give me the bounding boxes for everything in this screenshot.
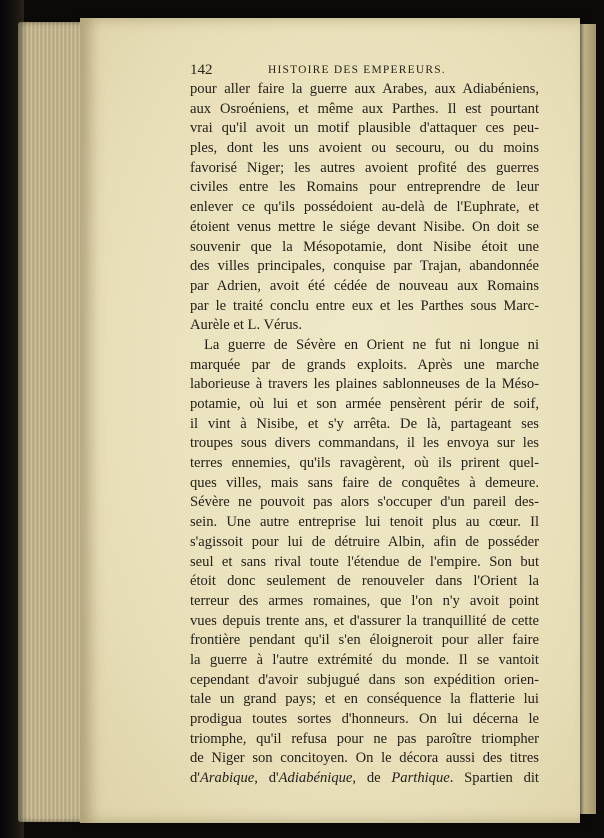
text-line: marquée par de grands exploits. Après une marche bbox=[190, 356, 539, 373]
text-line: par le traité conclu entre eux et les Parthes sous Marc- bbox=[190, 297, 539, 314]
text-line: Aurèle et L. Vérus. bbox=[190, 317, 302, 334]
text-line: ples, dont les uns avoient ou secouru, ou du moins bbox=[190, 140, 539, 157]
text-run: d' bbox=[190, 770, 200, 787]
text-line: frontière pendant qu'il s'en éloigneroit pour aller faire bbox=[190, 632, 539, 649]
text-line: étoit donc seulement de renouveler dans l'Orient la bbox=[190, 573, 539, 590]
text-line: prodigua toutes sortes d'honneurs. On lui décerna le bbox=[190, 711, 539, 727]
text-line: terreur des armes romaines, que l'on n'y avoit point bbox=[190, 592, 539, 609]
italic-title-arabique: Arabique bbox=[199, 770, 255, 787]
text-line: étoient venus mettre le siége devant Nisibe. On doit se bbox=[190, 218, 539, 235]
text-line: aux Osroéniens, et même aux Parthes. Il est pourtant bbox=[190, 100, 539, 117]
text-line: terres ennemies, qu'ils ravagèrent, où ils prirent quel- bbox=[190, 455, 539, 472]
text-line: pour aller faire la guerre aux Arabes, aux Adiabéniens, bbox=[190, 81, 539, 97]
text-line: enlever ce qu'ils possédoient au-delà de l'Euphrate, et bbox=[190, 199, 539, 216]
text-line: La guerre de Sévère en Orient ne fut ni longue ni bbox=[204, 336, 539, 353]
text-line: vues depuis trente ans, et d'assurer la tranquillité de cette bbox=[190, 612, 539, 629]
text-line: des villes principales, conquise par Trajan, abandonnée bbox=[190, 258, 539, 275]
text-run: . Spartien dit bbox=[449, 770, 539, 787]
italic-title-adiabenique: Adiabénique bbox=[278, 770, 353, 787]
text-line: s'agissoit pour lui de détruire Albin, afin de posséder bbox=[190, 533, 539, 550]
background-strip bbox=[596, 0, 604, 838]
text-line: de Niger son concitoyen. On le décora aussi des titres bbox=[190, 750, 539, 767]
text-line: civiles entre les Romains pour entreprendre de leur bbox=[190, 179, 539, 196]
text-line: seul et sans rival toute l'étendue de l'empire. Son but bbox=[190, 553, 539, 570]
text-line: ques villes, mais sans faire de conquêtes à demeure. bbox=[190, 474, 539, 491]
text-line: souvenir que la Mésopotamie, dont Nisibe étoit une bbox=[190, 238, 539, 255]
text-run: , d' bbox=[254, 770, 279, 787]
text-line-last bbox=[190, 769, 539, 789]
text-line: cependant d'avoir subjugué dans son expédition orien- bbox=[190, 671, 539, 688]
text-line: Sévère ne pouvoit pas alors s'occuper d'un pareil des- bbox=[190, 494, 539, 511]
text-line: laborieuse à travers les plaines sablonneuses de la Méso- bbox=[190, 376, 539, 393]
page-header bbox=[190, 62, 540, 80]
page-number: 142 bbox=[190, 62, 213, 78]
text-run: , de bbox=[352, 770, 392, 787]
text-line: vrai qu'il avoit un motif plausible d'attaquer ces peu- bbox=[190, 120, 539, 137]
text-line: sein. Une autre entreprise lui tenoit plus au cœur. Il bbox=[190, 514, 539, 531]
body-text bbox=[190, 80, 539, 789]
text-line: potamie, où lui et son armée pensèrent périr de soif, bbox=[190, 396, 539, 412]
text-line: troupes sous divers commandans, il les envoya sur les bbox=[190, 435, 539, 452]
text-line: il vint à Nisibe, et s'y arrêta. De là, partageant ses bbox=[190, 415, 539, 432]
running-title: HISTOIRE DES EMPEREURS. bbox=[268, 64, 446, 76]
text-line: tale un grand pays; et en conséquence la flatterie lui bbox=[190, 691, 539, 708]
text-line: par Adrien, avoit été cédée de nouveau aux Romains bbox=[190, 277, 539, 294]
text-line: la guerre à l'autre extrémité du monde. Il se vantoit bbox=[190, 651, 539, 668]
text-line: favorisé Niger; les autres avoient profité des guerres bbox=[190, 159, 539, 176]
italic-title-parthique: Parthique bbox=[391, 770, 450, 787]
text-line: triomphe, qu'il refusa pour ne pas paroître triompher bbox=[190, 730, 539, 747]
